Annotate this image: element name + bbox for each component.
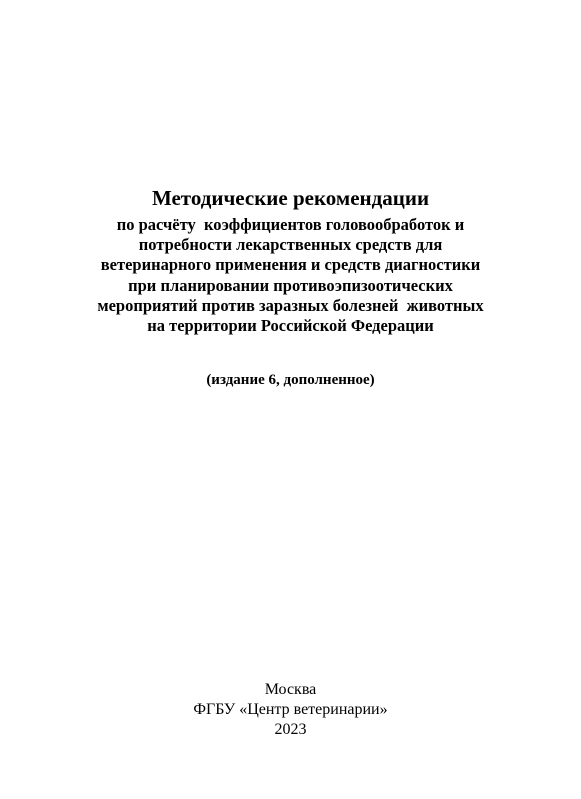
subtitle-line-5: мероприятий против заразных болезней животных [97, 295, 484, 315]
subtitle-line-4: при планировании противоэпизоотических [128, 275, 453, 295]
subtitle-line-6: на территории Российской Федерации [147, 316, 434, 336]
title-block [0, 185, 581, 336]
subtitle-line-1: по расчёту коэффициентов головообработок и [116, 215, 465, 234]
subtitle-line-2: потребности лекарственных средств для [138, 235, 443, 255]
edition-note: (издание 6, дополненное) [206, 372, 375, 388]
imprint-city: Москва [264, 681, 317, 698]
imprint-publisher: ФГБУ «Центр ветеринарии» [193, 701, 388, 718]
imprint-block [0, 680, 581, 740]
document-title: Методические рекомендации [151, 186, 430, 210]
imprint-year: 2023 [274, 721, 307, 738]
subtitle-line-3: ветеринарного применения и средств диагностики [100, 255, 481, 275]
